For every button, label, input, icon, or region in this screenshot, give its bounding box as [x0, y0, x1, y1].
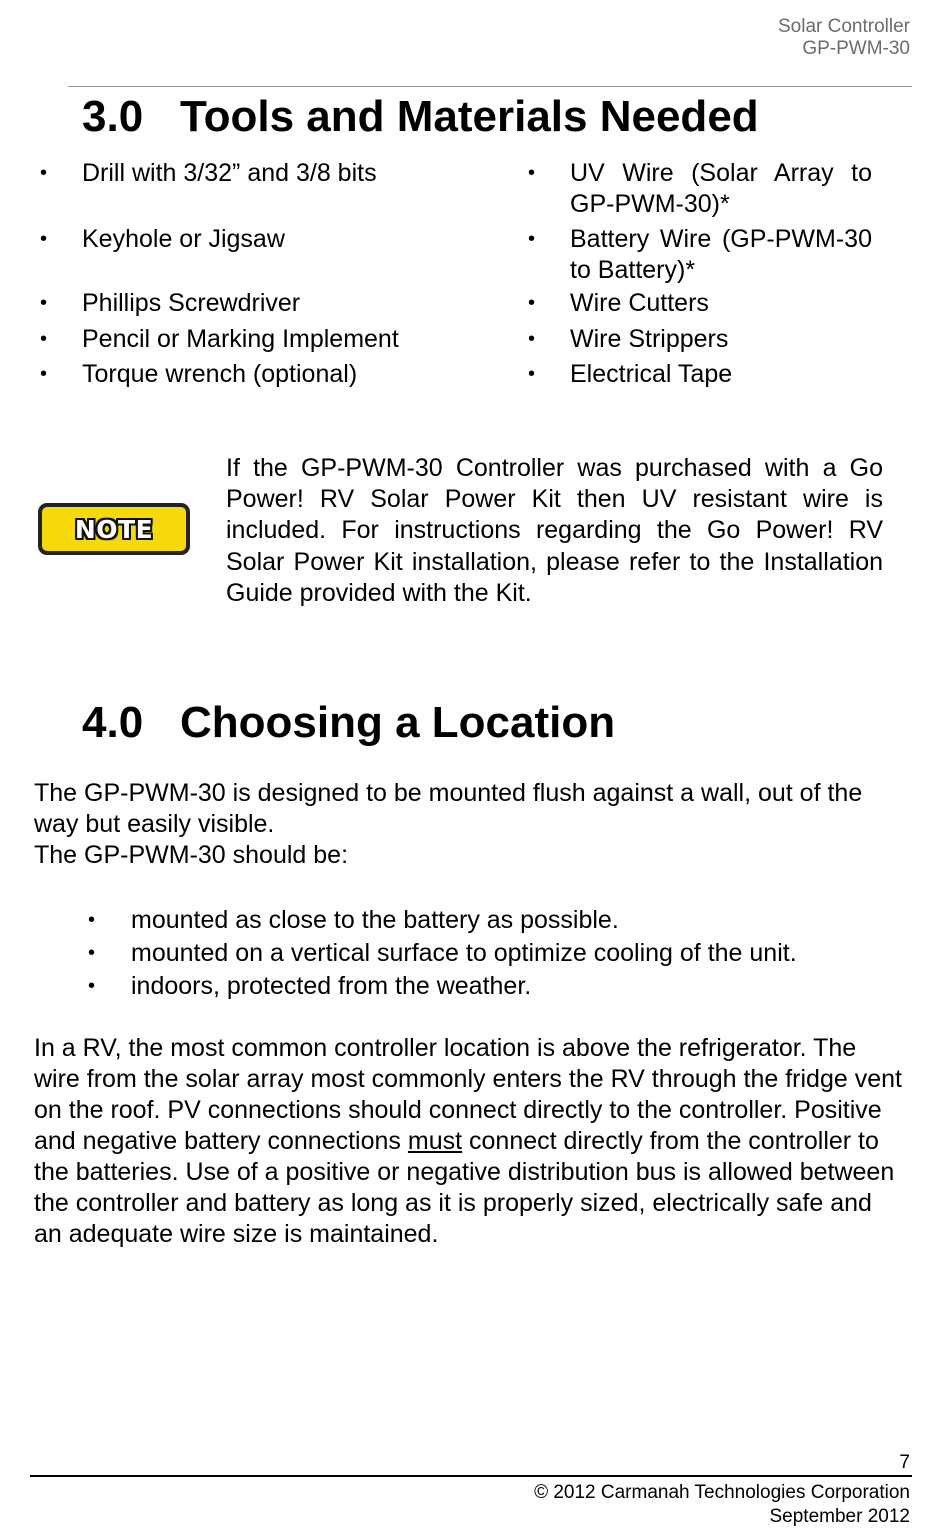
section-title: Choosing a Location	[180, 698, 616, 747]
page-footer	[534, 1481, 910, 1529]
section-title: Tools and Materials Needed	[180, 92, 759, 141]
list-item: • Pencil or Marking Implement	[34, 324, 454, 355]
body-emphasis: must	[407, 1127, 463, 1155]
note-badge-label: NOTE	[74, 514, 154, 544]
body-text: In a RV, the most common controller location is above the refrigerator. The wire from the solar array most commonly enters the RV through the fridge vent on the roof. PV connections should connect directly to the controller. Positive and negative battery connections	[34, 1034, 902, 1155]
note-text: If the GP-PWM-30 Controller was purchased with a Go Power! RV Solar Power Kit then UV resistant wire is included. For instructions regarding the Go Power! RV Solar Power Kit installation, please refer to the Installation Guide provided with the Kit.	[226, 454, 883, 607]
section-number: 3.0	[82, 92, 144, 141]
location-requirements-list	[82, 904, 882, 1003]
note-badge	[38, 503, 190, 555]
list-item: • Wire Strippers	[522, 324, 872, 355]
list-item: • Torque wrench (optional)	[34, 359, 454, 390]
page-number: 7	[899, 1452, 910, 1473]
list-item: • Drill with 3/32” and 3/8 bits	[34, 158, 454, 189]
list-item: • Battery Wire (GP-PWM-30 to Battery)*	[522, 224, 872, 286]
list-item: • UV Wire (Solar Array to GP-PWM-30)*	[522, 158, 872, 220]
location-body-paragraph	[34, 1033, 904, 1250]
page-header	[778, 16, 910, 60]
materials-list-right	[522, 158, 872, 390]
footer-date: September 2012	[769, 1506, 910, 1527]
list-item: • Wire Cutters	[522, 288, 872, 319]
list-item: • Phillips Screwdriver	[34, 288, 454, 319]
header-model: GP-PWM-30	[802, 38, 910, 59]
tools-list-left	[34, 158, 454, 390]
list-item: • Keyhole or Jigsaw	[34, 224, 454, 255]
footer-divider	[30, 1475, 912, 1477]
list-item: • Electrical Tape	[522, 359, 872, 390]
body-text: connect directly from the controller to the batteries. Use of a positive or negative distribution bus is allowed between the controller and battery as long as it is properly sized, electrically safe and an adequate wire size is maintained.	[34, 1127, 895, 1248]
section-heading-tools	[82, 91, 759, 143]
section-number: 4.0	[82, 698, 144, 747]
intro-line: The GP-PWM-30 should be:	[34, 841, 349, 869]
list-item: • mounted on a vertical surface to optimize cooling of the unit.	[82, 937, 882, 970]
list-item: • mounted as close to the battery as possible.	[82, 904, 882, 937]
intro-line: The GP-PWM-30 is designed to be mounted flush against a wall, out of the way but easily visible.	[34, 779, 863, 838]
footer-copyright: © 2012 Carmanah Technologies Corporation	[534, 1482, 910, 1503]
header-divider	[68, 86, 912, 87]
list-item: • indoors, protected from the weather.	[82, 970, 882, 1003]
header-product-line: Solar Controller	[778, 16, 910, 37]
section-heading-location	[82, 697, 615, 749]
location-intro	[34, 778, 904, 871]
